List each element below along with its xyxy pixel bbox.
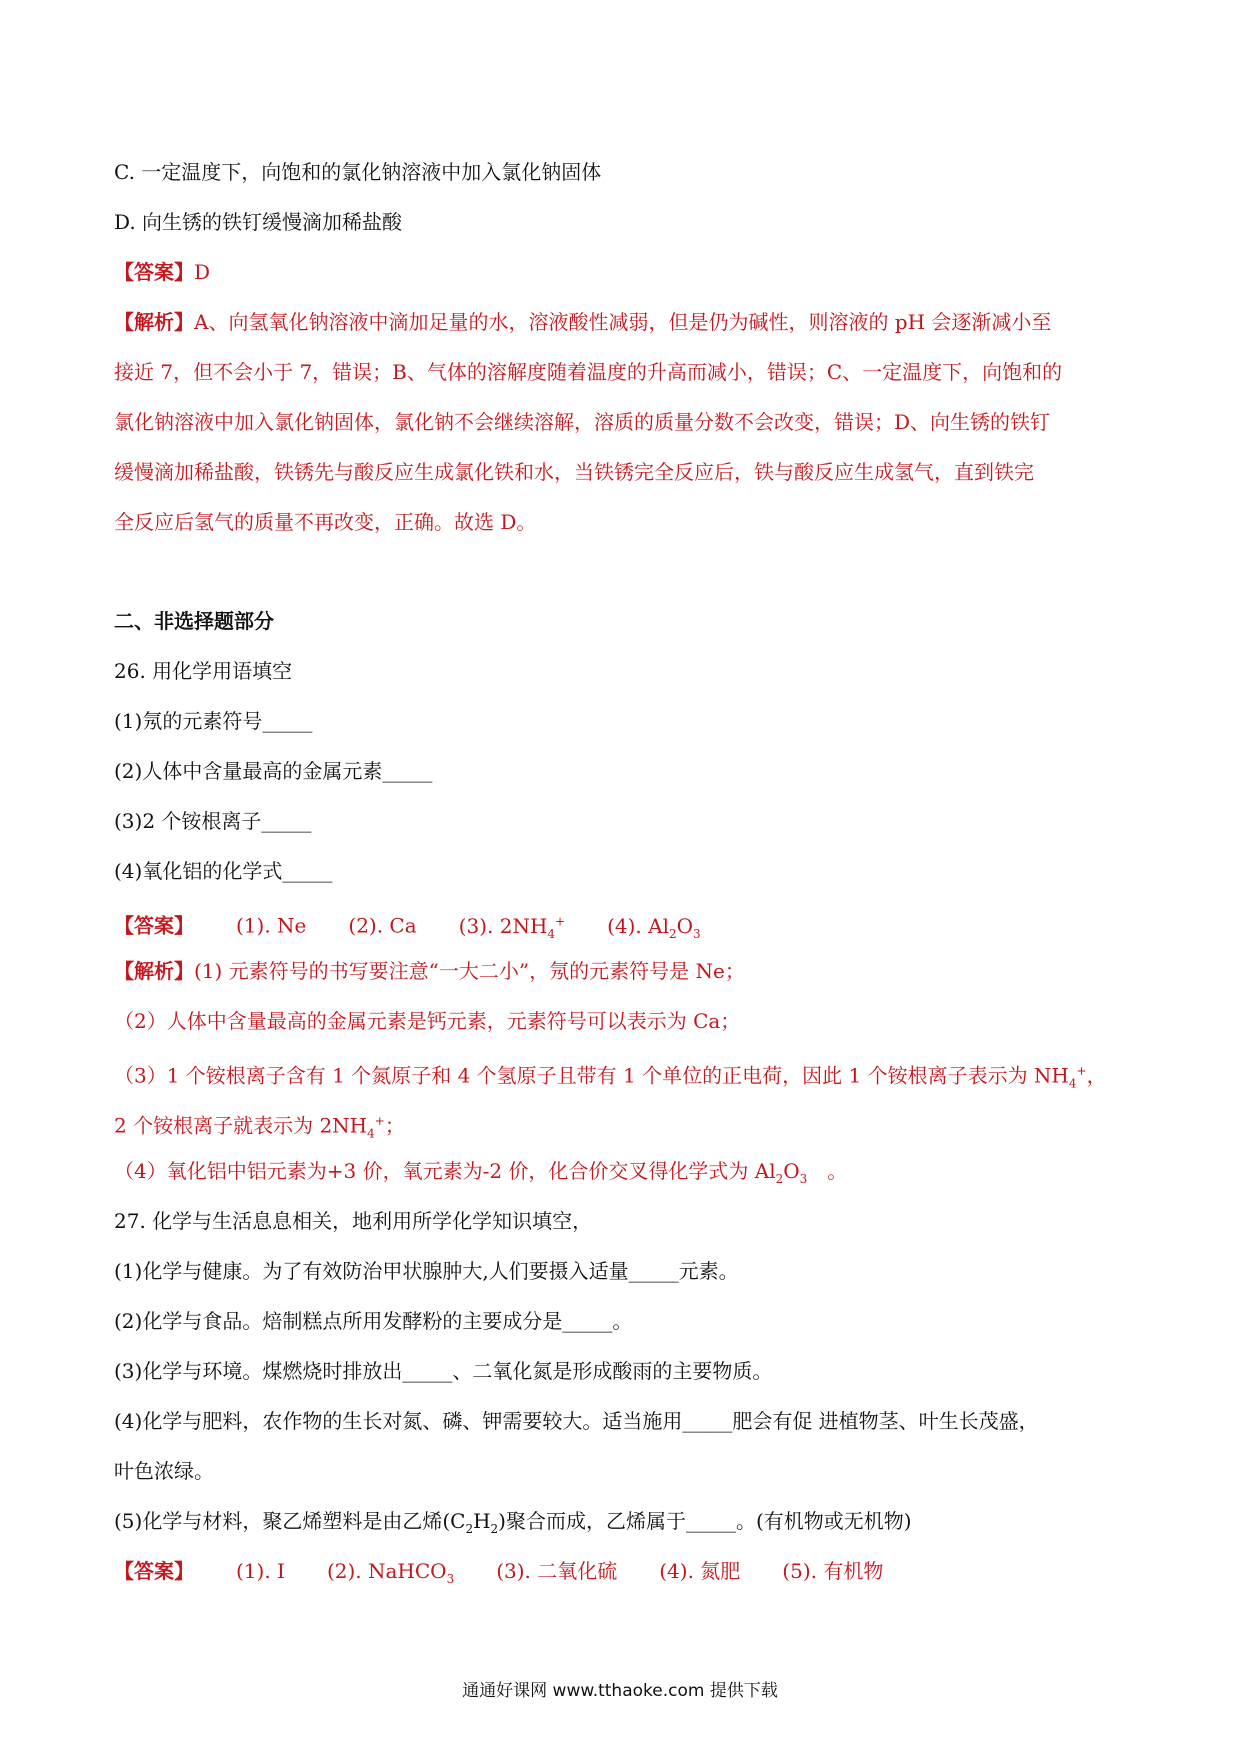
analysis-25-line-4: 缓慢滴加稀盐酸，铁锈先与酸反应生成氯化铁和水，当铁锈完全反应后，铁与酸反应生成氢气，直到铁完 bbox=[114, 460, 1034, 484]
analysis-26-line-2: （2）人体中含量最高的金属元素是钙元素，元素符号可以表示为 Ca； bbox=[114, 1009, 741, 1033]
q27-title: 27. 化学与生活息息相关，地利用所学化学知识填空， bbox=[114, 1209, 593, 1233]
analysis-25-line-5: 全反应后氢气的质量不再改变，正确。故选 D。 bbox=[114, 510, 537, 534]
analysis-text: (1) 元素符号的书写要注意“一大二小”，氖的元素符号是 Ne； bbox=[194, 959, 745, 983]
analysis-25-line-2: 接近 7，但不会小于 7，错误；B、气体的溶解度随着温度的升高而减小，错误；C、一定温度下，向饱和的 bbox=[114, 360, 1063, 384]
answer-item-1: (1). Ne bbox=[236, 913, 307, 938]
answer-item-3: (3). 二氧化硫 bbox=[496, 1559, 618, 1583]
q26-title: 26. 用化学用语填空 bbox=[114, 659, 293, 683]
q27-item-4-cont: 叶色浓绿。 bbox=[114, 1459, 214, 1483]
analysis-26-line-4: 2 个铵根离子就表示为 $2NH_4^+$； bbox=[114, 1113, 405, 1141]
q27-item-2: (2)化学与食品。焙制糕点所用发酵粉的主要成分是_____。 bbox=[114, 1309, 633, 1333]
answer-value: D bbox=[194, 260, 211, 284]
answer-tag: 【答案】 bbox=[114, 913, 194, 938]
q27-item-4: (4)化学与肥料，农作物的生长对氮、磷、钾需要较大。适当施用_____肥会有促 进植物茎、叶生长茂盛， bbox=[114, 1409, 1039, 1433]
answer-item-4: (4). 氮肥 bbox=[659, 1559, 741, 1583]
analysis-text: A、向氢氧化钠溶液中滴加足量的水，溶液酸性减弱，但是仍为碱性，则溶液的 pH 会逐渐减小至 bbox=[194, 310, 1052, 334]
analysis-tag: 【解析】 bbox=[114, 310, 194, 334]
d-option: D. 向生锈的铁钉缓慢滴加稀盐酸 bbox=[114, 210, 403, 234]
answer-item-1: (1). I bbox=[236, 1559, 285, 1583]
answer-26 bbox=[114, 907, 1130, 948]
q27-item-3: (3)化学与环境。煤燃烧时排放出_____、二氧化氮是形成酸雨的主要物质。 bbox=[114, 1359, 773, 1383]
answer-25 bbox=[114, 258, 1130, 286]
analysis-26-line-1 bbox=[114, 957, 1130, 985]
answer-item-4: (4). $Al_2O_3$ bbox=[607, 913, 701, 941]
answer-tag: 【答案】 bbox=[114, 260, 194, 284]
q27-item-5: (5)化学与材料，聚乙烯塑料是由乙烯$(C_2H_2)$聚合而成，乙烯属于_____。(有机物或无机物) bbox=[114, 1509, 912, 1536]
q26-item-2: (2)人体中含量最高的金属元素_____ bbox=[114, 759, 433, 783]
answer-27 bbox=[114, 1557, 1130, 1593]
q26-item-1: (1)氖的元素符号_____ bbox=[114, 709, 313, 733]
analysis-26-line-3: （3）1 个铵根离子含有 1 个氮原子和 4 个氢原子且带有 1 个单位的正电荷，因此 1 个铵根离子表示为 $NH_4^+$， bbox=[114, 1063, 1107, 1091]
answer-tag: 【答案】 bbox=[114, 1559, 194, 1583]
answer-item-2: (2). NaHCO$_3$ bbox=[326, 1559, 455, 1586]
page-footer: 通通好课网 www.tthaoke.com 提供下载 bbox=[462, 1681, 778, 1701]
q27-item-1: (1)化学与健康。为了有效防治甲状腺肿大,人们要摄入适量_____元素。 bbox=[114, 1259, 739, 1283]
analysis-25-line-3: 氯化钠溶液中加入氯化钠固体，氯化钠不会继续溶解，溶质的质量分数不会改变，错误；D、向生锈的铁钉 bbox=[114, 410, 1051, 434]
analysis-tag: 【解析】 bbox=[114, 959, 194, 983]
analysis-26-line-5: （4）氧化铝中铝元素为+3 价，氧元素为-2 价，化合价交叉得化学式为 $Al_2O_3$ 。 bbox=[114, 1159, 848, 1186]
answer-item-3: (3). $2NH_4^+$ bbox=[458, 913, 566, 941]
c-option: C. 一定温度下，向饱和的氯化钠溶液中加入氯化钠固体 bbox=[114, 160, 602, 184]
answer-item-5: (5). 有机物 bbox=[782, 1559, 884, 1583]
analysis-25-line-1 bbox=[114, 308, 1130, 336]
answer-item-2: (2). Ca bbox=[348, 913, 417, 938]
q26-item-4: (4)氧化铝的化学式_____ bbox=[114, 859, 333, 883]
section-2-title: 二、非选择题部分 bbox=[114, 609, 274, 633]
q26-item-3: (3)2 个铵根离子_____ bbox=[114, 809, 312, 833]
